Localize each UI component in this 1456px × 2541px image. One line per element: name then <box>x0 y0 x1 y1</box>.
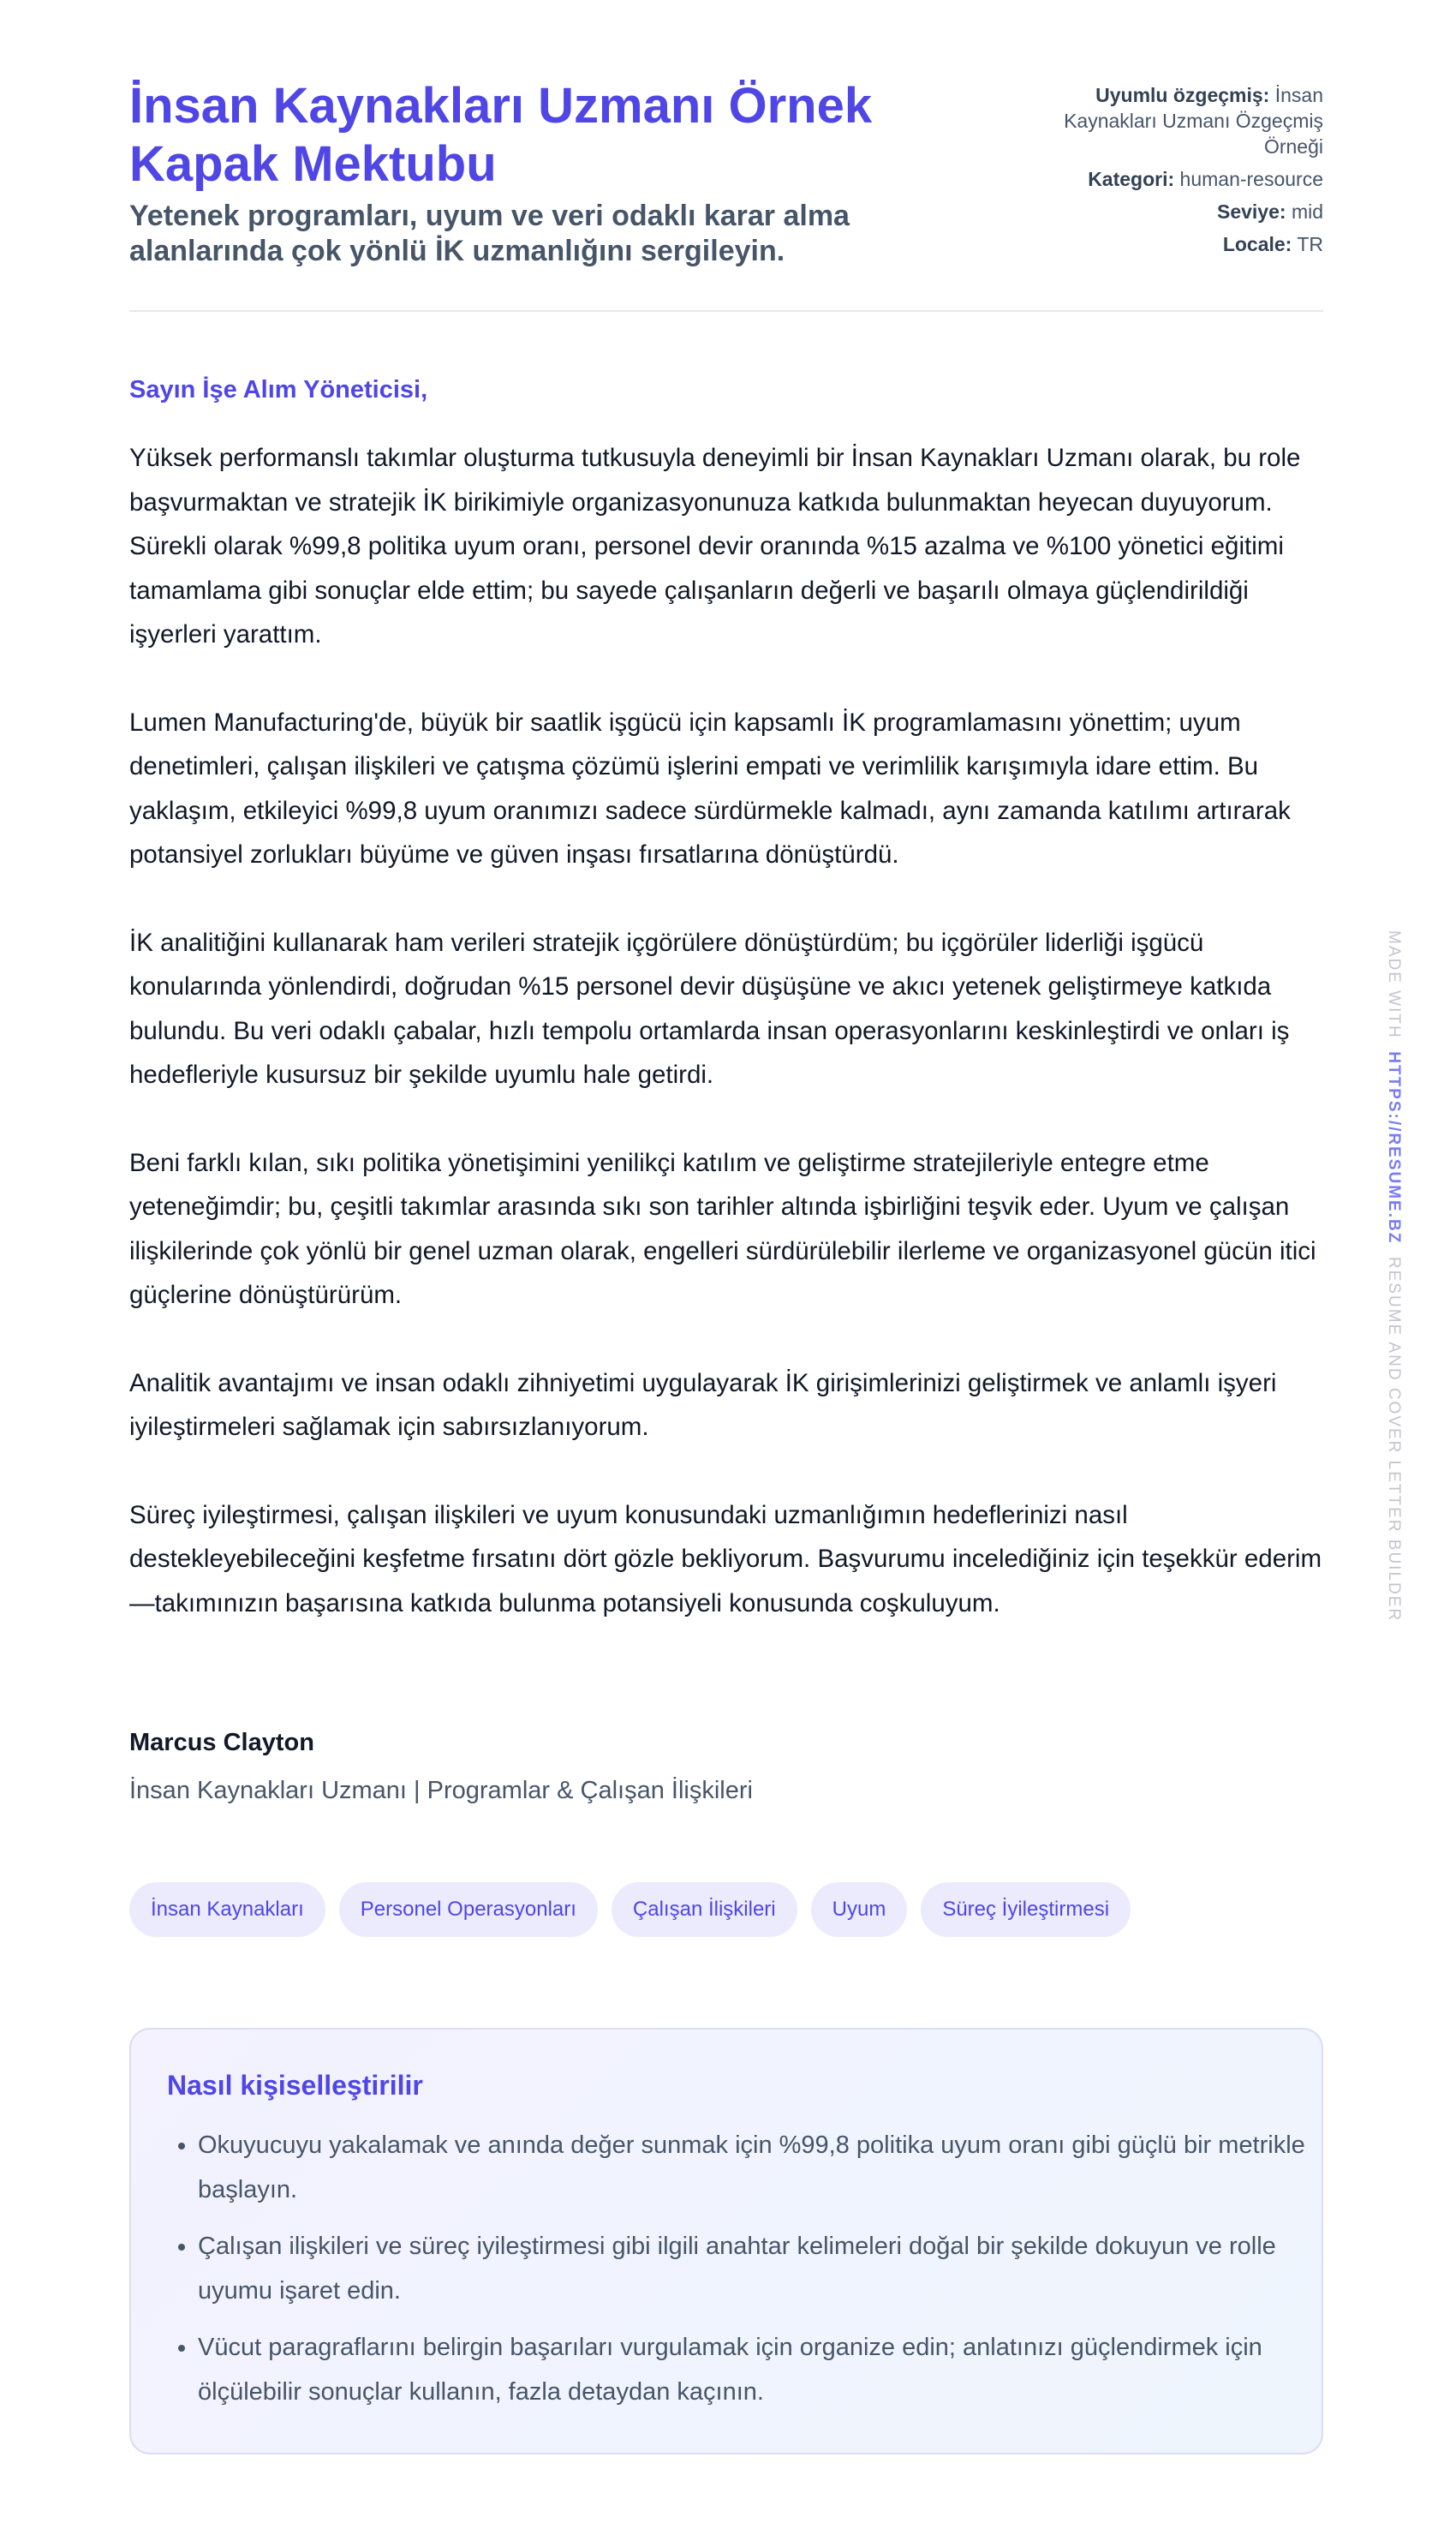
tips-list <box>167 2124 1328 2427</box>
meta-label: Seviye: <box>1216 200 1286 223</box>
meta-label: Kategori: <box>1088 168 1175 190</box>
meta-label: Locale: <box>1222 233 1292 255</box>
meta-category <box>1015 166 1323 192</box>
signature-name: Marcus Clayton <box>129 1729 314 1756</box>
page-subtitle: Yetenek programları, uyum ve veri odaklı karar alma alanlarında çok yönlü İK uzmanlığını sergileyin. <box>129 200 850 267</box>
meta-info <box>1015 82 1323 264</box>
salutation: Sayın İşe Alım Yöneticisi, <box>129 376 428 404</box>
watermark-suffix: RESUME AND COVER LETTER BUILDER <box>1385 1256 1403 1623</box>
meta-locale <box>1015 231 1323 257</box>
watermark <box>1379 930 1405 1626</box>
meta-level <box>1015 199 1323 224</box>
meta-value: human-resource <box>1179 168 1323 190</box>
meta-label: Uyumlu özgeçmiş: <box>1095 84 1270 106</box>
tag[interactable]: İnsan Kaynakları <box>129 1882 325 1937</box>
customization-tips <box>129 2028 1323 2454</box>
page-title: İnsan Kaynakları Uzmanı Örnek Kapak Mektubu <box>129 78 873 192</box>
tag[interactable]: Uyum <box>811 1882 908 1937</box>
meta-value: mid <box>1291 200 1323 223</box>
meta-value[interactable]: İnsan Kaynakları Uzmanı Özgeçmiş Örneği <box>1064 84 1323 158</box>
tag[interactable]: Personel Operasyonları <box>339 1882 598 1937</box>
tip-item: • Okuyucuyu yakalamak ve anında değer sunmak için %99,8 politika uyum oranı gibi güçlü bir metrikle başlayın. <box>198 2124 1328 2212</box>
paragraph: Analitik avantajımı ve insan odaklı zihniyetimi uygulayarak İK girişimlerinizi geliştirmek ve anlamlı işyeri iyileştirmeleri sağlamak için sabırsızlanıyorum. <box>129 1368 1277 1441</box>
tip-item: • Vücut paragraflarını belirgin başarıları vurgulamak için organize edin; anlatınızı güçlendirmek için ölçülebilir sonuçlar kullanın, fazla detaydan kaçının. <box>198 2326 1328 2414</box>
paragraph: Yüksek performanslı takımlar oluşturma tutkusuyla deneyimli bir İnsan Kaynakları Uzmanı olarak, bu role başvurmaktan ve stratejik İK birikimiyle organizasyonunuza katkıda bulunmaktan heyecan duyuyorum. Sürekli olarak %99,8 politika uyum oranı, personel devir oranında %15 azalma ve %100 yönetici eğitimi tamamlama gibi sonuçlar elde ettim; bu sayede çalışanların değerli ve başarılı olmaya güçlendirildiği işyerleri yarattım. <box>129 444 1301 649</box>
paragraph: İK analitiğini kullanarak ham verileri stratejik içgörülere dönüştürdüm; bu içgörüler liderliği işgücü konularında yönlendirdi, doğrudan %15 personel devir düşüşüne ve akıcı yetenek geliştirmeye katkıda bulundu. Bu veri odaklı çabalar, hızlı tempolu ortamlarda insan operasyonlarını keskinleştirdi ve onları iş hedefleriyle kusursuz bir şekilde uyumlu hale getirdi. <box>129 928 1290 1089</box>
tag[interactable]: Çalışan İlişkileri <box>612 1882 797 1937</box>
meta-resume <box>1015 82 1323 159</box>
meta-value: TR <box>1297 233 1323 255</box>
tag-list <box>129 1882 1131 1937</box>
watermark-prefix: MADE WITH <box>1385 930 1403 1039</box>
paragraph: Lumen Manufacturing'de, büyük bir saatlik işgücü için kapsamlı İK programlamasını yönettim; uyum denetimleri, çalışan ilişkileri ve çatışma çözümü işlerini empati ve verimlilik karışımıyla idare ettim. Bu yaklaşım, etkileyici %99,8 uyum oranımızı sadece sürdürmekle kalmadı, aynı zamanda katılımı artırarak potansiyel zorlukları büyüme ve güven inşası fırsatlarına dönüştürdü. <box>129 708 1291 869</box>
signature <box>129 1724 753 1809</box>
tips-heading: Nasıl kişiselleştirilir <box>167 2070 423 2101</box>
watermark-link[interactable]: HTTPS://RESUME.BZ <box>1385 1051 1403 1245</box>
tip-item: • Çalışan ilişkileri ve süreç iyileştirmesi gibi ilgili anahtar kelimeleri doğal bir şekilde dokuyun ve rolle uyumu işaret edin. <box>198 2225 1328 2313</box>
letter-body <box>129 373 1323 1669</box>
tag[interactable]: Süreç İyileştirmesi <box>921 1882 1131 1937</box>
paragraph: Beni farklı kılan, sıkı politika yönetişimini yenilikçi katılım ve geliştirme stratejileriyle entegre etme yeteneğimdir; bu, çeşitli takımlar arasında sıkı son tarihler altında işbirliğini teşvik eder. Uyum ve çalışan ilişkilerinde çok yönlü bir genel uzman olarak, engelleri sürdürülebilir ilerleme ve organizasyonel gücün itici güçlerine dönüştürürüm. <box>129 1148 1316 1309</box>
header-divider <box>129 310 1323 312</box>
signature-title: İnsan Kaynakları Uzmanı | Programlar & Çalışan İlişkileri <box>129 1777 753 1804</box>
header <box>129 77 1323 310</box>
paragraph: Süreç iyileştirmesi, çalışan ilişkileri ve uyum konusundaki uzmanlığımın hedeflerinizi nasıl destekleyebileceğini keşfetme fırsatını dört gözle bekliyorum. Başvurumu incelediğiniz için teşekkür ederim—takımınızın başarısına katkıda bulunma potansiyeli konusunda coşkuluyum. <box>129 1500 1322 1617</box>
